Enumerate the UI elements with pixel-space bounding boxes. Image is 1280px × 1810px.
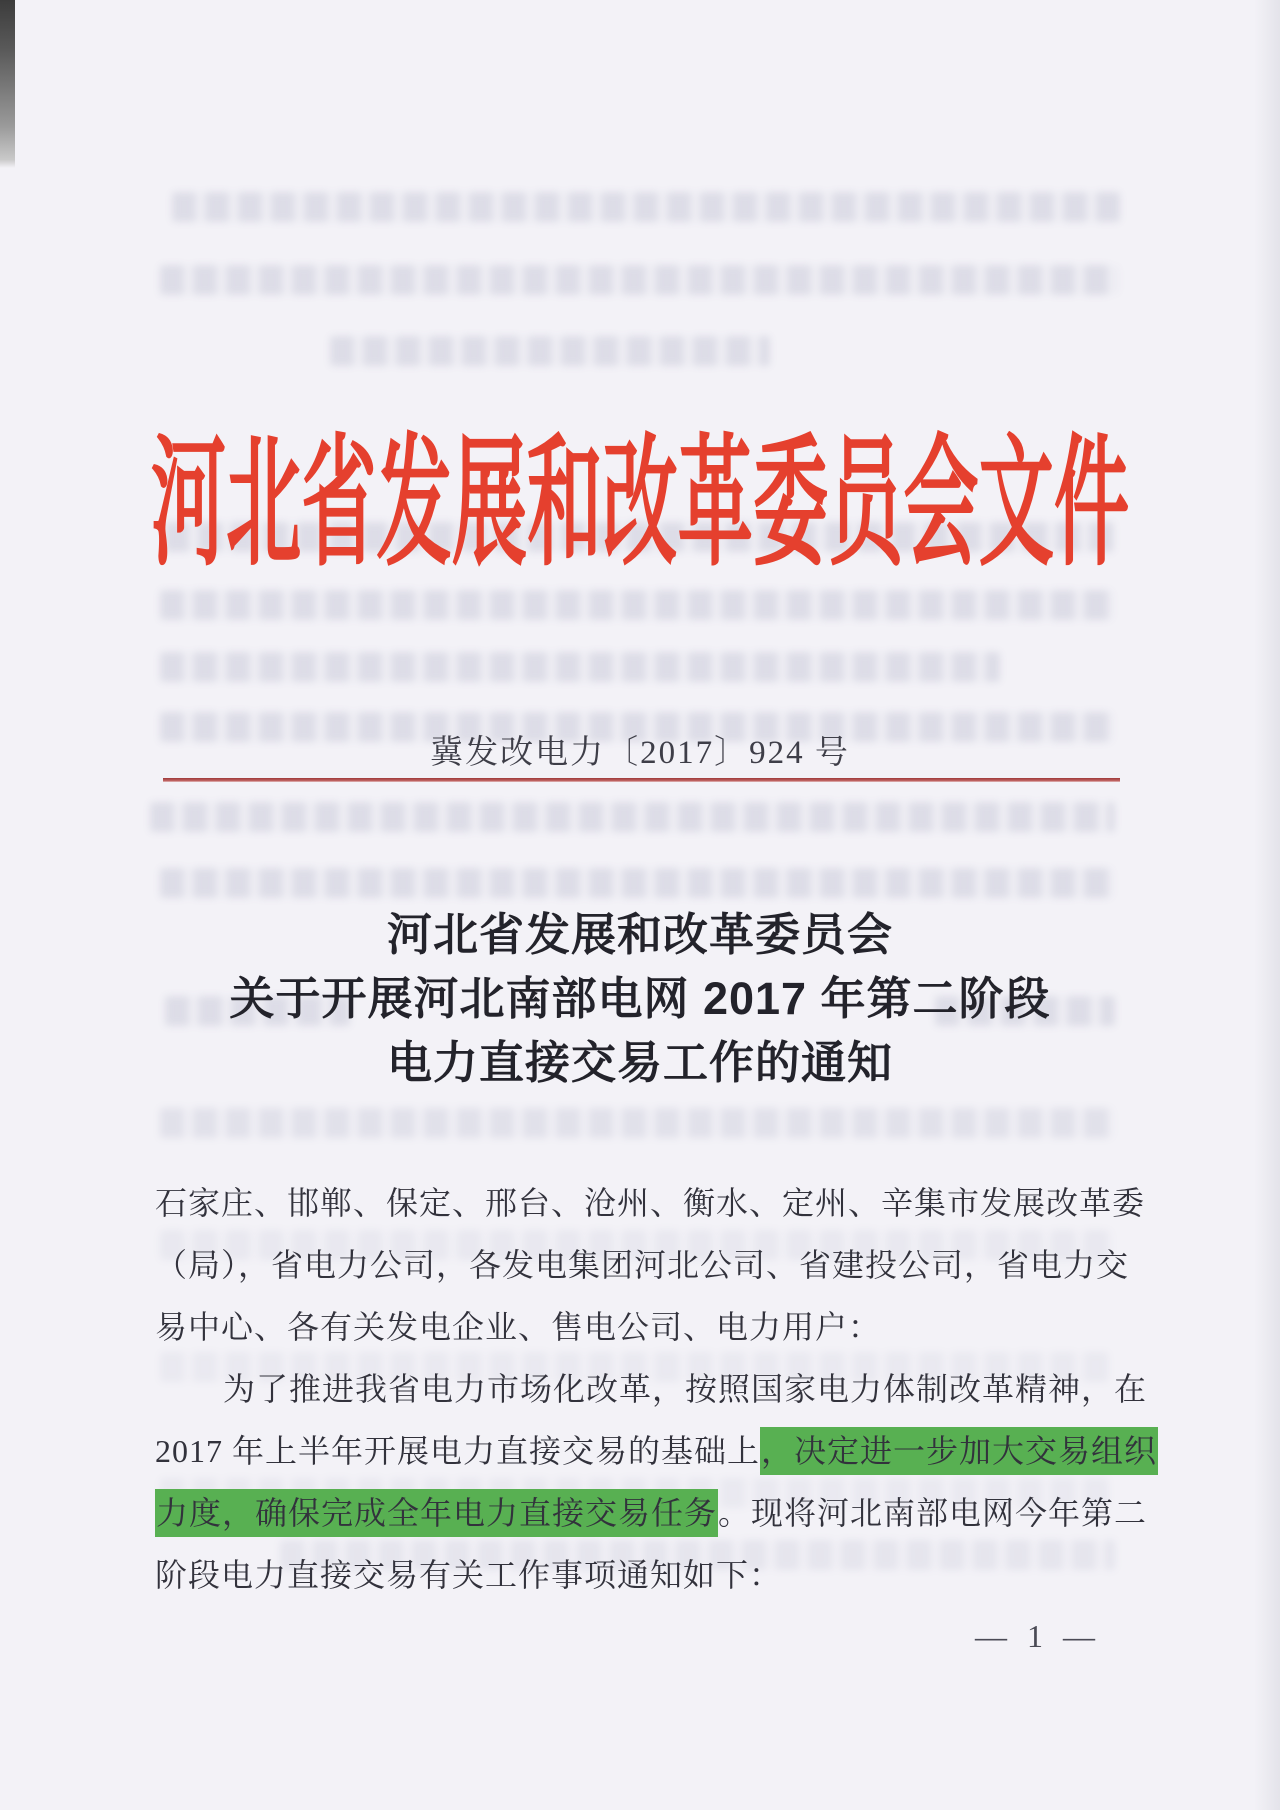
notice-title xyxy=(0,903,1280,1095)
bleedthrough-text xyxy=(160,265,1118,295)
agency-banner-title: 河北省发展和改革委员会文件 xyxy=(150,424,1130,583)
highlighted-text: ，决定进一步加大交易组织 xyxy=(760,1427,1158,1475)
page-number: — 1 — xyxy=(975,1618,1101,1654)
bleedthrough-text xyxy=(150,802,1115,832)
salutation-line: 石家庄、邯郸、保定、邢台、沧州、衡水、定州、辛集市发展改革委 xyxy=(155,1185,1146,1221)
notice-title-line-1: 河北省发展和改革委员会 xyxy=(386,909,893,960)
bleedthrough-text xyxy=(160,652,1000,682)
document-body xyxy=(155,1172,1158,1606)
bleedthrough-text xyxy=(160,868,1115,898)
paragraph-text: 2017 年上半年开展电力直接交易的基础上 xyxy=(155,1433,761,1469)
bleedthrough-text xyxy=(330,336,770,366)
notice-title-line-2: 关于开展河北南部电网 2017 年第二阶段 xyxy=(229,973,1051,1024)
scanner-artifact-strip xyxy=(0,0,15,168)
salutation-line: 易中心、各有关发电企业、售电公司、电力用户： xyxy=(155,1309,882,1345)
highlighted-text: 力度，确保完成全年电力直接交易任务 xyxy=(155,1489,718,1537)
salutation-line: （局），省电力公司，各发电集团河北公司、省建投公司，省电力交 xyxy=(155,1247,1130,1283)
paragraph-line: 阶段电力直接交易有关工作事项通知如下： xyxy=(155,1557,783,1593)
paragraph-line xyxy=(155,1420,1158,1482)
document-number: 冀发改电力〔2017〕924 号 xyxy=(430,735,850,771)
paragraph-line xyxy=(155,1482,1148,1544)
bleedthrough-text xyxy=(160,590,1115,620)
paragraph-line: 为了推进我省电力市场化改革，按照国家电力体制改革精神，在 xyxy=(223,1371,1148,1407)
paragraph-text: 。现将河北南部电网今年第二 xyxy=(718,1495,1148,1531)
header-divider-line xyxy=(163,778,1120,782)
bleedthrough-text xyxy=(172,192,1120,222)
notice-title-line-3: 电力直接交易工作的通知 xyxy=(386,1037,893,1088)
bleedthrough-text xyxy=(160,1108,1115,1138)
